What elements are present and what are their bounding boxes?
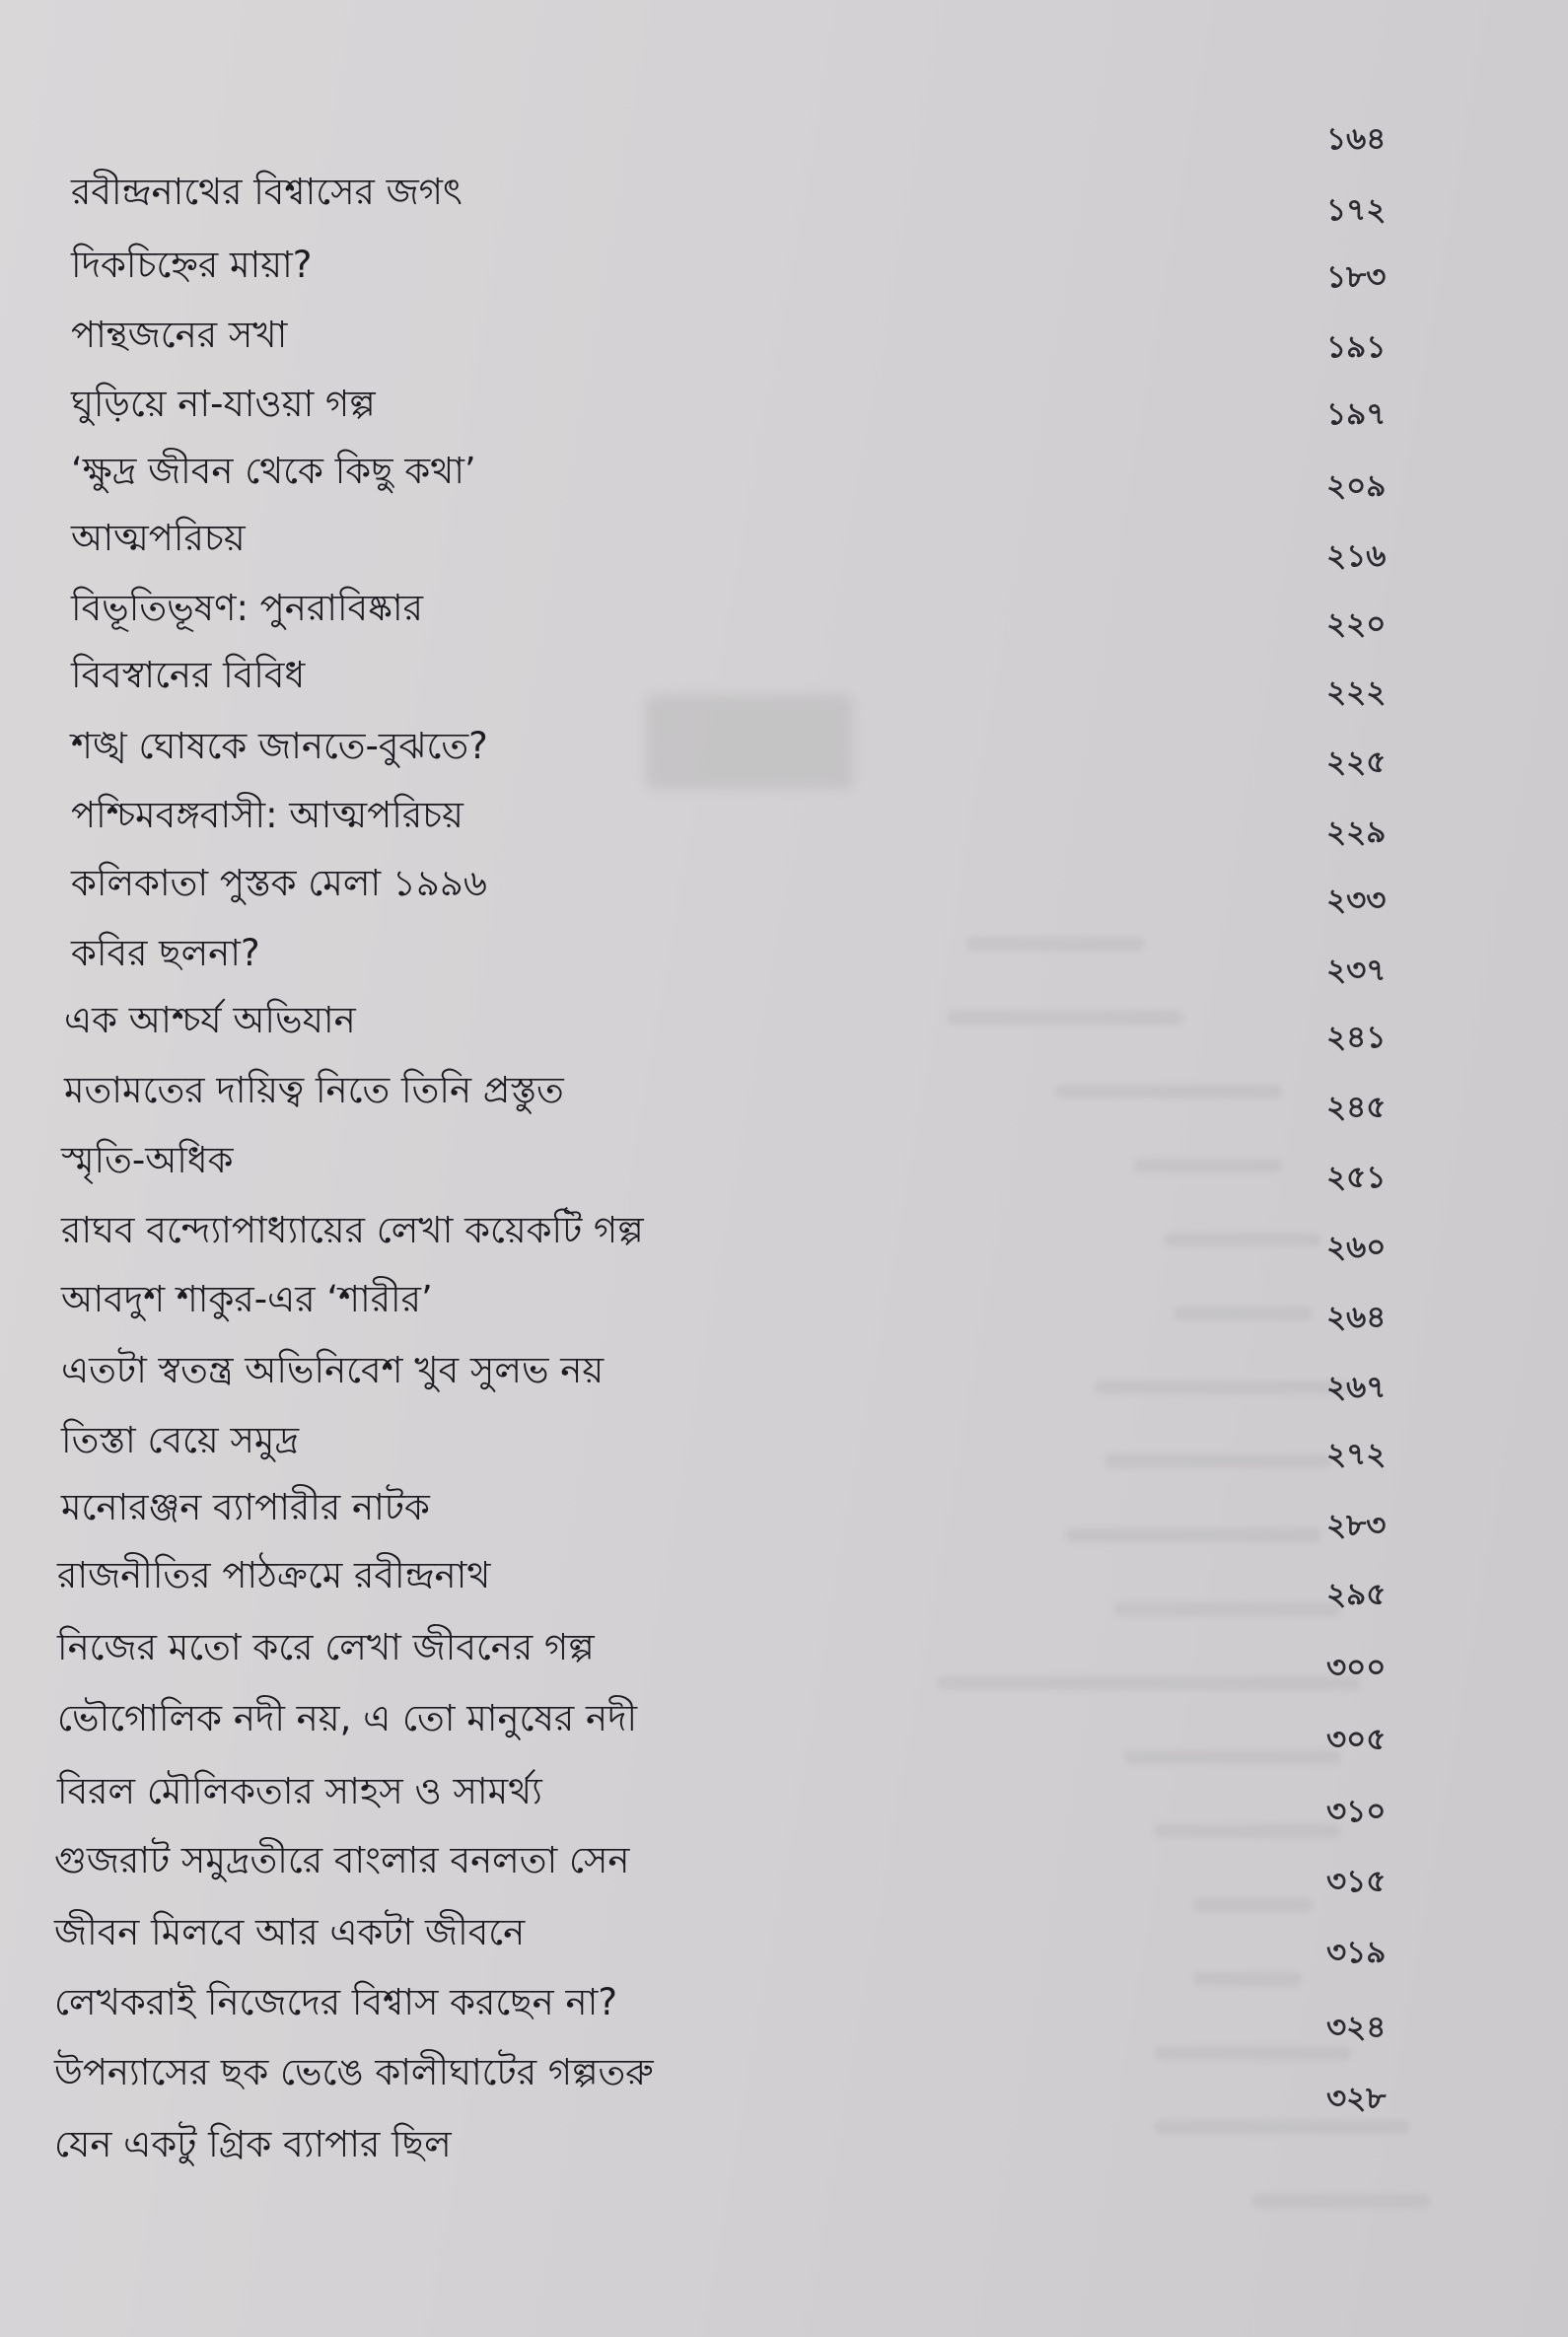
toc-entry-title: ঘুড়িয়ে না-যাওয়া গল্প [71,383,376,425]
toc-entry [71,509,246,571]
toc-entry-title: কবির ছলনা? [71,932,260,974]
toc-entry [61,1131,234,1193]
toc-entry-page-number: ২২৯ [1326,814,1387,850]
toc-entry-page-number: ২৬০ [1326,1230,1387,1265]
toc-entry [64,1061,564,1123]
toc-entry [54,1831,630,1893]
toc-entry-title: রাজনীতির পাঠক্রমে রবীন্দ্রনাথ [57,1554,491,1596]
toc-entry [71,163,463,225]
toc-entry-page-number: ১৮৩ [1326,259,1387,295]
toc-entry-page-number: ৩১০ [1326,1794,1387,1829]
toc-entry-title: স্মৃতি-অধিক [61,1139,234,1181]
toc-entry-page-number: ২৫১ [1326,1160,1387,1195]
toc-entry-title: রবীন্দ্রনাথের বিশ্বাসের জগৎ [71,171,463,213]
toc-entry [61,1341,604,1403]
toc-entry [57,1618,595,1680]
toc-entry [71,924,260,986]
toc-entry [54,1973,617,2035]
toc-entry-page-number: ১৯১ [1326,329,1387,365]
toc-entry [57,1546,490,1608]
toc-entry [71,854,487,916]
toc-entry [54,1903,525,1965]
toc-entry [61,1270,433,1332]
toc-entry-page-number: ২১৬ [1326,538,1387,574]
toc-entry-page-number: ২৪৫ [1326,1090,1387,1125]
toc-entry-page-number: ২৬৪ [1326,1300,1387,1335]
toc-entry [61,1411,299,1473]
toc-entry-title: দিকচিহ্নের মায়া? [71,244,313,286]
toc-entry-title: যেন একটু গ্রিক ব্যাপার ছিল [54,2123,452,2165]
toc-entry-page-number: ১৭২ [1326,192,1387,228]
toc-entry [64,991,356,1053]
toc-entry [54,2115,452,2177]
toc-entry-page-number: ৩২৪ [1326,2010,1387,2045]
toc-entry [71,375,376,437]
toc-entry-title: আবদুশ শাকুর-এর ‘শারীর’ [61,1278,433,1320]
toc-entry [57,1762,542,1824]
toc-entry-title: ‘ক্ষুদ্র জীবন থেকে কিছু কথা’ [71,450,476,492]
toc-entry-page-number: ১৯৭ [1326,396,1387,432]
toc-entry-title: পান্থজনের সখা [71,314,288,356]
toc-entry [71,646,305,708]
toc-entry-title: আত্মপরিচয় [71,517,246,559]
toc-entry-title: মনোরঞ্জন ব্যাপারীর নাটক [61,1486,430,1528]
toc-entry-page-number: ২০৯ [1326,468,1387,504]
toc-entry-title: এতটা স্বতন্ত্র অভিনিবেশ খুব সুলভ নয় [61,1349,605,1391]
toc-entry [71,442,476,504]
toc-entry-page-number: ২৯৫ [1326,1577,1387,1612]
toc-entry-title: রাঘব বন্দ্যোপাধ্যায়ের লেখা কয়েকটি গল্প [61,1209,644,1251]
toc-entry [61,1201,644,1263]
toc-entry-title: তিস্তা বেয়ে সমুদ্র [61,1419,300,1461]
toc-entry-title: মতামতের দায়িত্ব নিতে তিনি প্রস্তুত [64,1069,564,1111]
toc-entry [71,236,312,298]
toc-entry-page-number: ৩১৯ [1326,1935,1387,1970]
toc-entry [71,717,488,779]
toc-entry-title: বিবস্বানের বিবিধ [71,654,306,696]
toc-entry-page-number: ২৩৭ [1326,953,1387,988]
toc-entry [71,786,463,848]
toc-entry-title: লেখকরাই নিজেদের বিশ্বাস করছেন না? [54,1981,617,2023]
toc-entry-page-number: ২৮৩ [1326,1508,1387,1543]
toc-entry-title: শঙ্খ ঘোষকে জানতে-বুঝতে? [71,725,488,767]
toc-entry-page-number: ২৪১ [1326,1020,1387,1055]
toc-entry-page-number: ৩০৫ [1326,1722,1387,1757]
toc-entry [71,306,287,368]
toc-entry-title: পশ্চিমবঙ্গবাসী: আত্মপরিচয় [71,794,463,836]
toc-entry-title: গুজরাট সমুদ্রতীরে বাংলার বনলতা সেন [54,1839,630,1881]
toc-entry-title: বিভূতিভূষণ: পুনরাবিষ্কার [71,587,423,629]
toc-entry-page-number: ৩০০ [1326,1650,1387,1685]
toc-entry-page-number: ৩১৫ [1326,1864,1387,1899]
toc-entry-title: নিজের মতো করে লেখা জীবনের গল্প [57,1626,595,1668]
toc-entry-page-number: ২৭২ [1326,1437,1387,1472]
toc-entry-title: বিরল মৌলিকতার সাহস ও সামর্থ্য [57,1770,542,1812]
toc-entry-page-number: ২৬৭ [1326,1370,1387,1405]
toc-lead-page-number: ১৬৪ [1326,121,1387,157]
toc-entry-title: উপন্যাসের ছক ভেঙে কালীঘাটের গল্পতরু [54,2051,654,2093]
toc-entry [54,2043,654,2105]
toc-entry-page-number: ৩২৮ [1326,2081,1387,2116]
toc-entry-title: ভৌগোলিক নদী নয়, এ তো মানুষের নদী [57,1697,638,1739]
toc-entry-title: জীবন মিলবে আর একটা জীবনে [54,1911,526,1953]
toc-entry-page-number: ২২০ [1326,606,1387,642]
toc-entry [57,1689,637,1751]
toc-entry-page-number: ২২৫ [1326,744,1387,780]
toc-entry-page-number: ২২২ [1326,674,1387,710]
toc-entry-title: কলিকাতা পুস্তক মেলা ১৯৯৬ [71,862,487,904]
toc-entry [61,1478,430,1540]
toc-entry-page-number: ২৩৩ [1326,883,1387,918]
toc-entry [71,579,423,641]
toc-entry-title: এক আশ্চর্য অভিযান [64,999,356,1041]
